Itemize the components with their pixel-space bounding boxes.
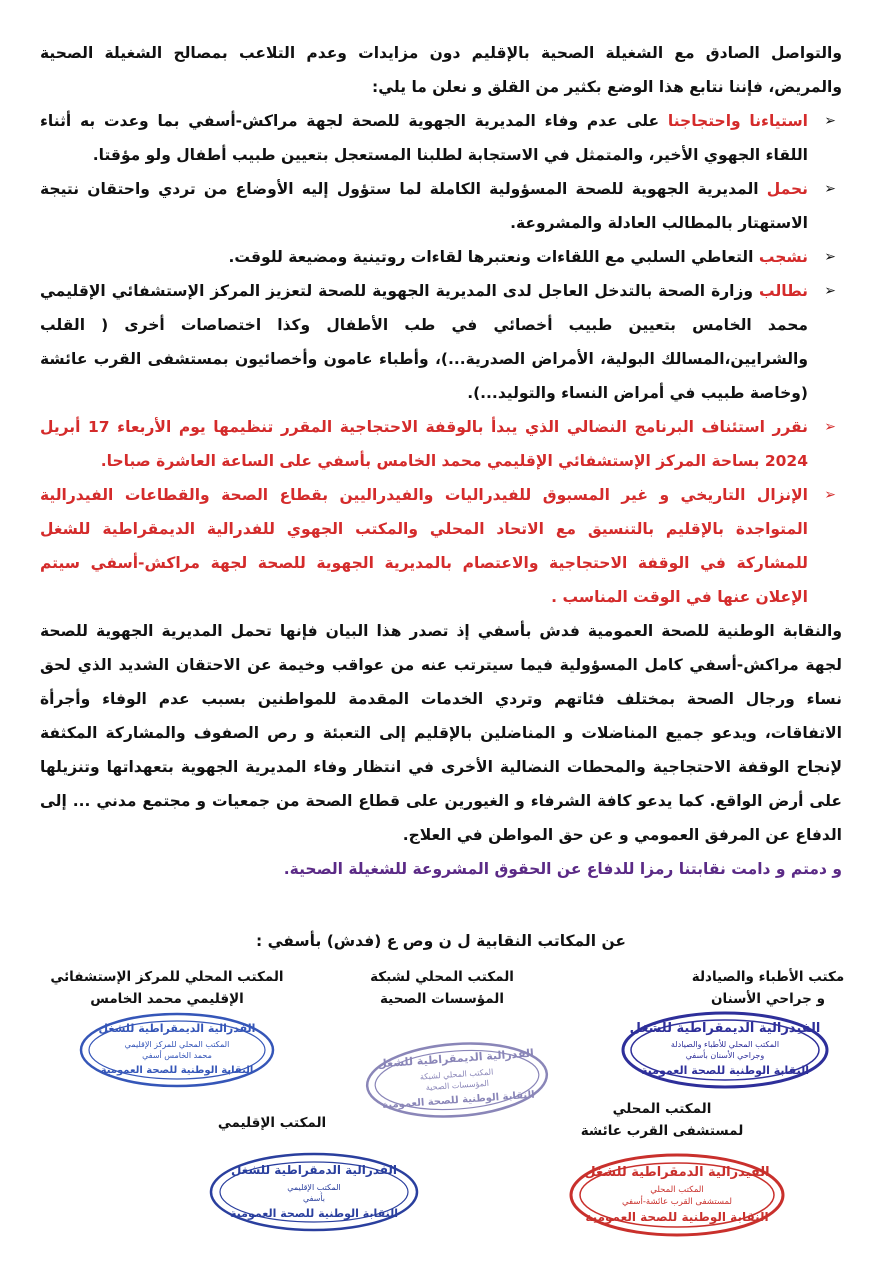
list-item — [40, 240, 842, 274]
union-stamp-doctors — [620, 1010, 830, 1090]
union-stamp-aicha — [567, 1150, 787, 1240]
item-lead: استياءنا واحتجاجنا — [667, 112, 808, 130]
arrow-bullet-icon: ➢ — [824, 181, 836, 197]
office-name-line: مكتب الأطباء والصيادلة — [691, 969, 845, 985]
item-lead: نطالب — [759, 282, 808, 300]
arrow-bullet-icon: ➢ — [824, 249, 836, 265]
motto-line: و دمتم و دامت نقابتنا رمزا للدفاع عن الحقوق المشروعة للشغيلة الصحية. — [283, 860, 842, 878]
svg-text:الفيدرالية الدمقراطية للشغل: الفيدرالية الدمقراطية للشغل — [584, 1165, 770, 1180]
svg-text:النقابة الوطنية للصحة العمومية: النقابة الوطنية للصحة العمومية — [100, 1065, 254, 1076]
list-item — [40, 172, 842, 240]
svg-text:النقابة الوطنية للصحة العمومية: النقابة الوطنية للصحة العمومية — [641, 1064, 809, 1077]
item-lead: نشجب — [758, 248, 808, 266]
arrow-bullet-icon: ➢ — [824, 283, 836, 299]
svg-text:بأسفي: بأسفي — [302, 1194, 326, 1203]
list-item — [40, 410, 842, 478]
item-text: على عدم وفاء المديرية الجهوية للصحة لجهة مراكش-أسفي بما وعدت به أثناء اللقاء الجهوي الأخير، والمتمثل في الاستجابة لطلبنا المستعجل بتعيين طبيب أطفال ولو مؤقتا. — [40, 112, 808, 164]
office-aicha-label — [552, 1098, 772, 1142]
arrow-bullet-icon: ➢ — [824, 487, 836, 503]
arrow-bullet-icon: ➢ — [824, 419, 836, 435]
svg-text:المكتب المحلي للمركز الإقليمي: المكتب المحلي للمركز الإقليمي — [124, 1040, 230, 1049]
svg-text:المكتب المحلي: المكتب المحلي — [650, 1185, 704, 1195]
item-text: التعاطي السلبي مع اللقاءات ونعتبرها لقاءات روتينية ومضيعة للوقت. — [228, 248, 759, 266]
list-item — [40, 104, 842, 172]
signature-line: عن المكاتب النقابية ل ن وص ع (فدش) بأسفي : — [255, 932, 626, 950]
svg-text:المكتب الإقليمي: المكتب الإقليمي — [287, 1183, 341, 1192]
office-hospital-label — [42, 966, 292, 1010]
union-stamp-network — [362, 1040, 552, 1120]
svg-text:لمستشفى القرب عائشة-أسفي: لمستشفى القرب عائشة-أسفي — [621, 1197, 733, 1207]
office-name-line: المكتب الإقليمي — [217, 1115, 327, 1131]
item-text: الإنزال التاريخي و غير المسبوق للفيدراليات والفيدراليين بقطاع الصحة والقطاعات الفيدرالية المتواجدة بالإقليم بالتنسيق مع الاتحاد المحلي والمكتب الجهوي للفدرالية الديمقراطية للشغل للمشاركة في الوقفة الاحتجاجية والاعتصام بالمديرية الجهوية للصحة لجهة مراكش-أسفي سيتم الإعلان عنها في الوقت المناسب . — [40, 486, 808, 606]
office-name-line: المكتب المحلي — [612, 1101, 712, 1117]
svg-text:المؤسسات الصحية: المؤسسات الصحية — [425, 1078, 490, 1093]
union-stamp-hospital — [77, 1010, 277, 1090]
svg-text:الفيدرالية الديمقراطية للشغل: الفيدرالية الديمقراطية للشغل — [629, 1021, 821, 1036]
office-regional-label — [162, 1112, 382, 1134]
office-doctors-label — [668, 966, 868, 1010]
list-item — [40, 274, 842, 410]
svg-text:الفدرالية الديمقراطية للشغل: الفدرالية الديمقراطية للشغل — [98, 1022, 256, 1035]
item-text: وزارة الصحة بالتدخل العاجل لدى المديرية الجهوية للصحة لتعزيز المركز الإستشفائي الإقليمي محمد الخامس بتعيين طبيب أخصائي في طب الأطفال وكذا اختصاصات أخرى ( القلب والشرايين،المسالك البولية، الأمراض الصدرية...)، وأطباء عامون وأخصائيون بمستشفى القرب عائشة (وخاصة طبيب في أمراض النساء والتوليد...). — [40, 282, 808, 402]
item-text: نقرر استئناف البرنامج النضالي الذي يبدأ بالوقفة الاحتجاجية المقرر تنظيمها يوم الأربعاء 17 أبريل 2024 بساحة المركز الإستشفائي الإقليمي محمد الخامس بأسفي على الساعة العاشرة صباحا. — [40, 418, 809, 470]
item-text: المديرية الجهوية للصحة المسؤولية الكاملة لما ستؤول إليه الأوضاع من تردي واحتقان نتيجة الاستهتار بالمطالب العادلة والمشروعة. — [40, 180, 808, 232]
svg-text:النقابة الوطنية للصحة العمومية: النقابة الوطنية للصحة العمومية — [230, 1207, 398, 1220]
office-name-line: و جراحي الأسنان — [711, 991, 825, 1007]
office-name-line: المكتب المحلي للمركز الإستشفائي — [50, 969, 284, 985]
item-lead: نحمل — [766, 180, 808, 198]
svg-text:وجراحي الأسنان بأسفي: وجراحي الأسنان بأسفي — [685, 1051, 765, 1060]
demands-list — [40, 104, 842, 614]
office-name-line: لمستشفى القرب عائشة — [580, 1123, 744, 1139]
svg-text:محمد الخامس أسفي: محمد الخامس أسفي — [142, 1051, 212, 1060]
list-item — [40, 478, 842, 614]
svg-text:الفدرالية الديمقراطية للشغل: الفدرالية الديمقراطية للشغل — [376, 1046, 535, 1071]
office-name-line: المؤسسات الصحية — [380, 991, 504, 1007]
svg-text:النقابة الوطنية للصحة العمومية: النقابة الوطنية للصحة العمومية — [381, 1089, 535, 1112]
closing-paragraph: والنقابة الوطنية للصحة العمومية فدش بأسفي إذ تصدر هذا البيان فإنها تحمل المديرية الجهوية للصحة لجهة مراكش-أسفي كامل المسؤولية فيما سيترتب عنه من عواقب وخيمة عن الاحتقان الشديد الذي لحق نساء ورجال الصحة بمختلف فئاتهم وتردي الخدمات المقدمة للمواطنين بسبب عدم الوفاء وأجرأة الاتفاقات، ويدعو جميع المناضلات و المناضلين بالإقليم إلى التعبئة و رص الصفوف والمشاركة المكثفة لإنجاح الوقفة الاحتجاجية والمحطات النضالية الأخرى في انتظار وفاء المديرية الجهوية بتعهداتها وتنزيلها على أرض الواقع. كما يدعو كافة الشرفاء و الغيورين على قطاع الصحة من جمعيات و مجتمع مدني ... إلى الدفاع عن المرفق العمومي و عن حق المواطن في العلاج. — [40, 622, 842, 844]
svg-text:المكتب المحلي للأطباء والصيادل: المكتب المحلي للأطباء والصيادلة — [670, 1040, 780, 1049]
union-stamp-regional — [207, 1150, 422, 1234]
intro-paragraph: والتواصل الصادق مع الشغيلة الصحية بالإقليم دون مزايدات وعدم التلاعب بمصالح الشغيلة الصحية والمريض، فإننا نتابع هذا الوضع بكثير من القلق و نعلن ما يلي: — [40, 44, 842, 96]
svg-text:المكتب المحلي لشبكة: المكتب المحلي لشبكة — [419, 1067, 494, 1082]
arrow-bullet-icon: ➢ — [824, 113, 836, 129]
svg-text:الفدرالية الدمقراطية للشغل: الفدرالية الدمقراطية للشغل — [230, 1163, 398, 1177]
svg-text:النقابة الوطنية للصحة العمومية: النقابة الوطنية للصحة العمومية — [585, 1210, 769, 1224]
office-network-label — [332, 966, 552, 1010]
office-name-line: الإقليمي محمد الخامس — [90, 991, 244, 1007]
office-name-line: المكتب المحلي لشبكة — [370, 969, 514, 985]
